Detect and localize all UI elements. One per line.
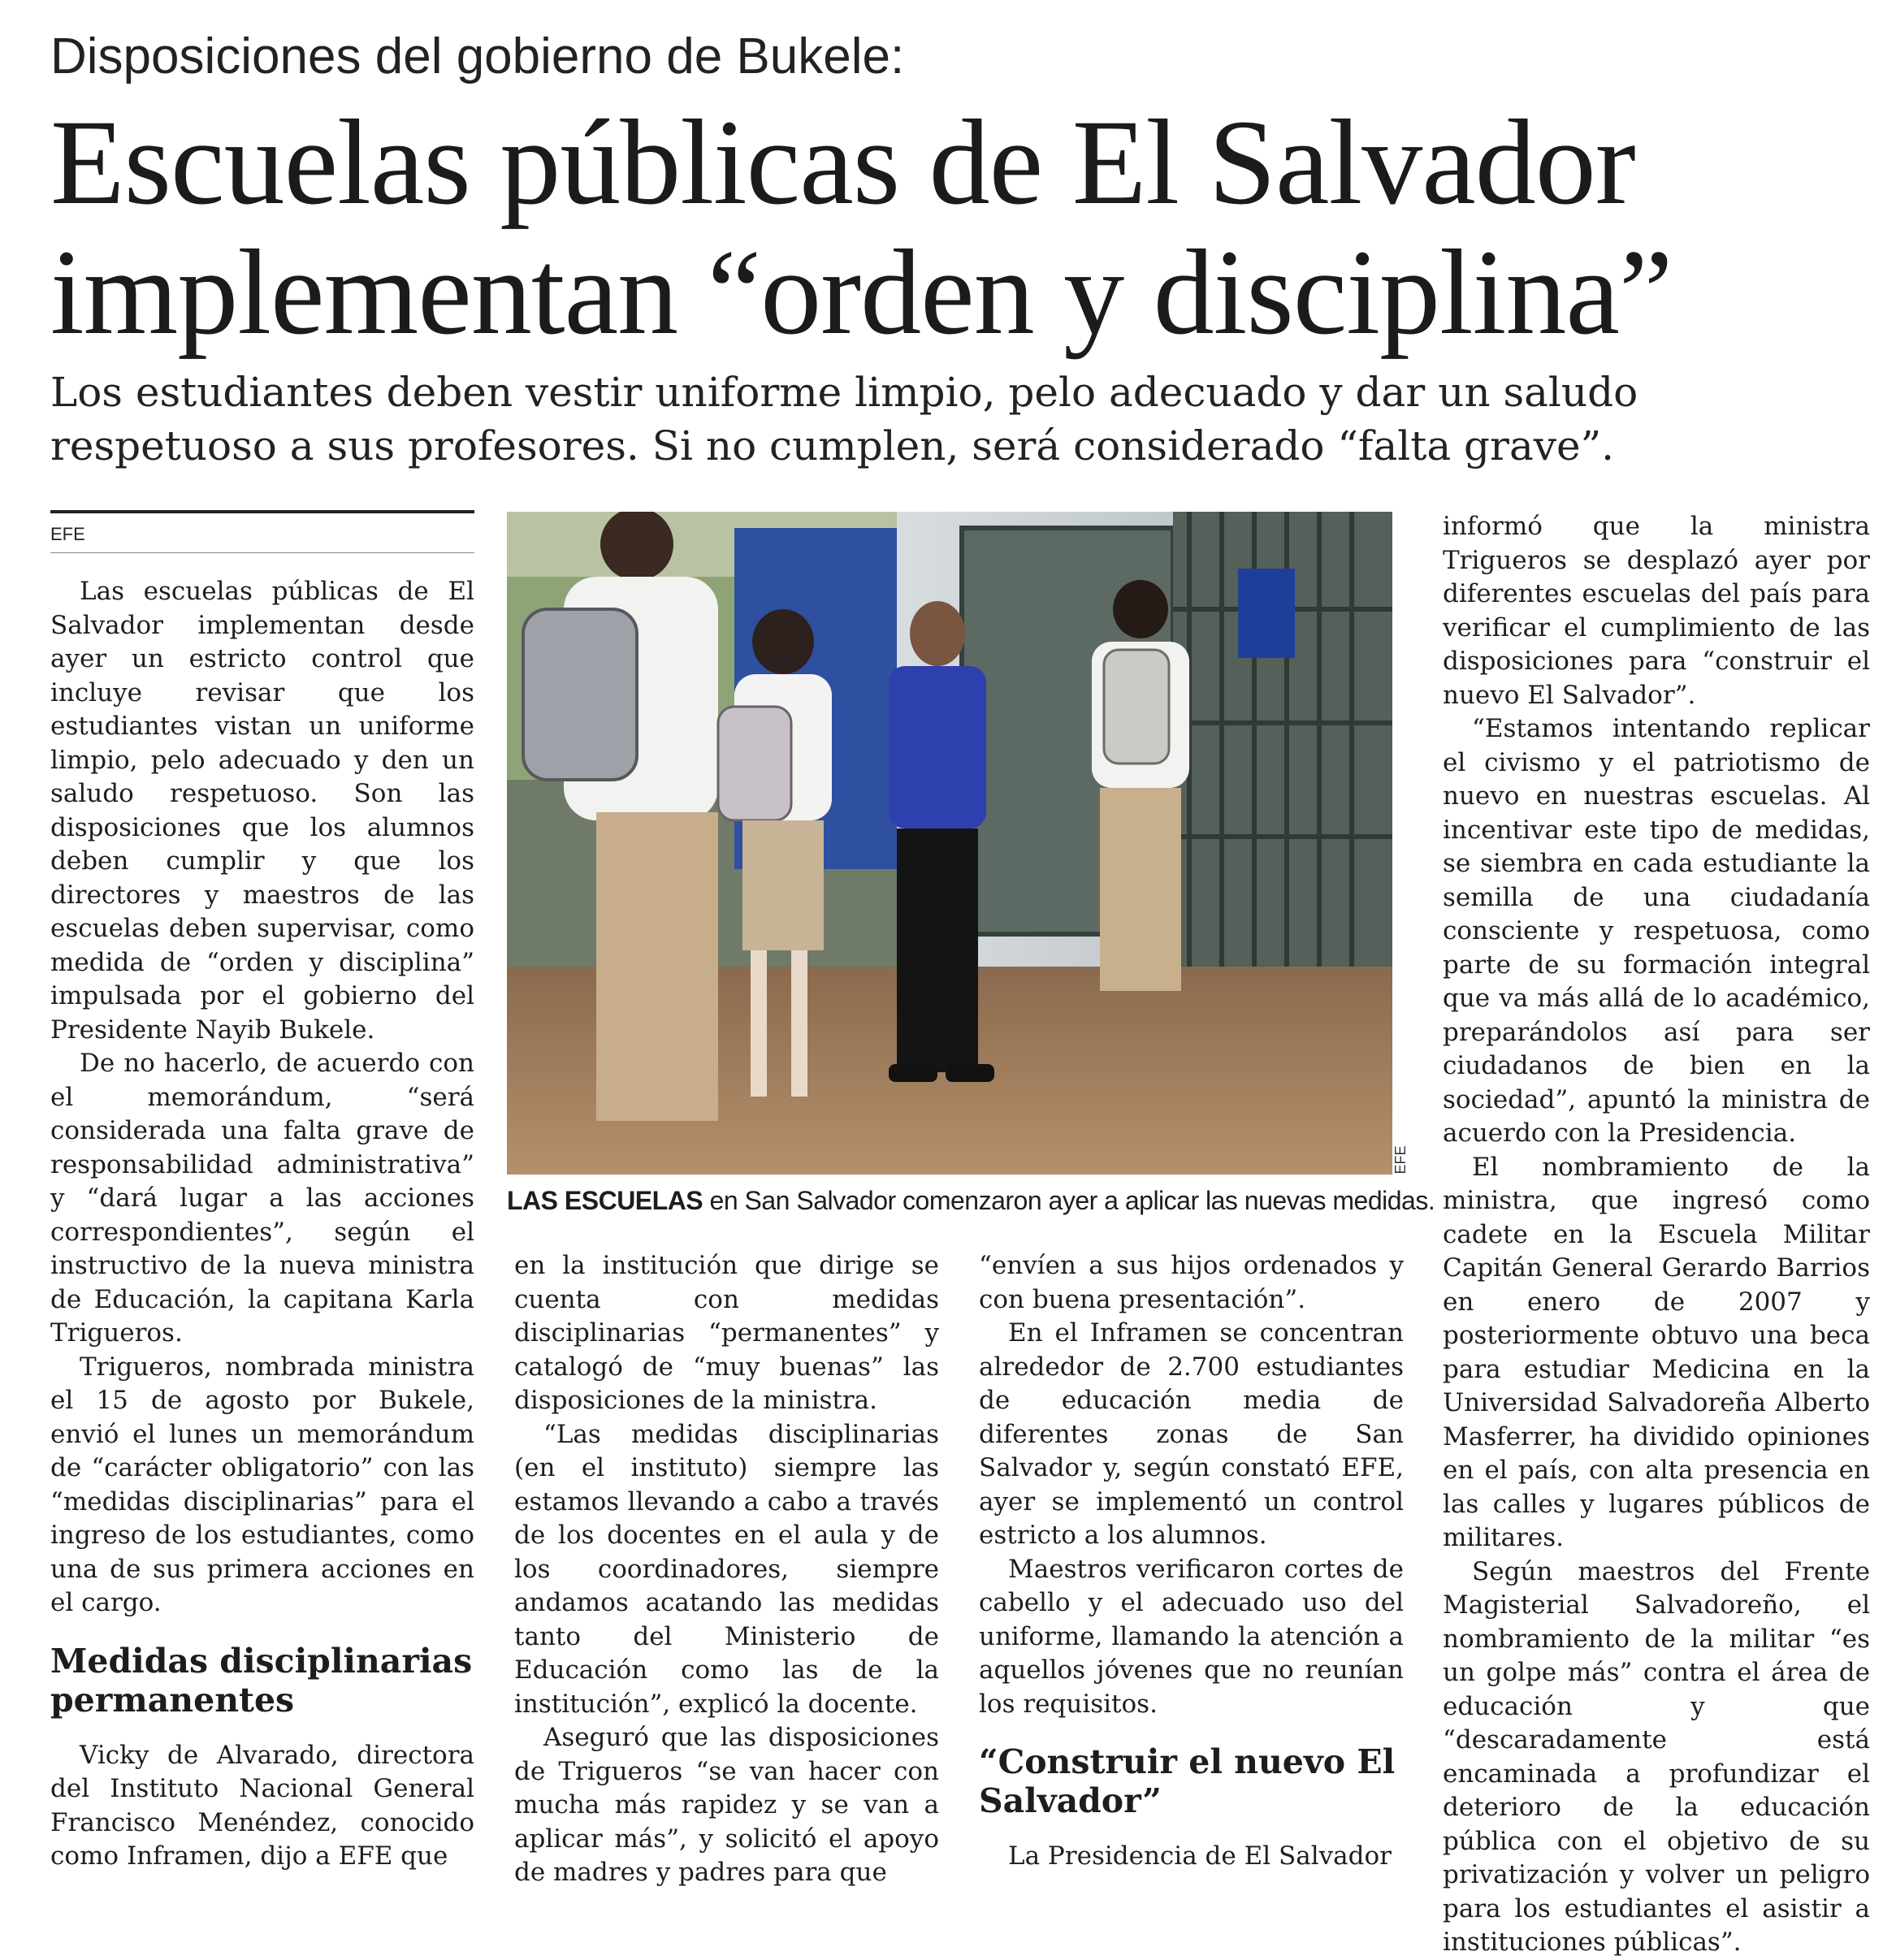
paragraph: Trigueros, nombrada ministra el 15 de agosto por Bukele, envió el lunes un memorándum de “carácter obligatorio” con las “medidas disciplinarias” para el ingreso de los estudiantes, como una de sus primera acciones en el cargo. (50, 1352, 474, 1617)
headline (50, 95, 1854, 360)
paragraph: en la institución que dirige se cuenta con medidas disciplinarias “permanentes” y catalogó de “muy buenas” las disposiciones de la ministra. (514, 1251, 939, 1415)
photo-caption (507, 1184, 1435, 1217)
caption-lead: LAS ESCUELAS (507, 1186, 703, 1215)
paragraph: De no hacerlo, de acuerdo con el memorándum, “será considerada una falta grave de responsabilidad administrativa” y “dará lugar a las acciones correspondientes”, según el instructivo de la nueva ministra de Educación, la capitana Karla Trigueros. (50, 1049, 474, 1348)
deck-line-1: Los estudiantes deben vestir uniforme limpio, pelo adecuado y dar un saludo (50, 369, 1638, 416)
paragraph: “Las medidas disciplinarias (en el instituto) siempre las estamos llevando a cabo a través de los docentes en el aula y de los coordinadores, siempre andamos acatando las medidas tanto del Ministerio de Educación como las de la institución”, explicó la docente. (514, 1419, 939, 1719)
paragraph: “envíen a sus hijos ordenados y con buena presentación”. (979, 1251, 1404, 1314)
paragraph: Las escuelas públicas de El Salvador implementan desde ayer un estricto control que incluye revisar que los estudiantes vistan un uniforme limpio, pelo adecuado y den un saludo respetuoso. Son las disposiciones que los alumnos deben cumplir y que los directores y maestros de las escuelas deben supervisar, como medida de “orden y disciplina” impulsada por el gobierno del Presidente Nayib Bukele. (50, 577, 474, 1045)
paragraph: El nombramiento de la ministra, que ingresó como cadete en la Escuela Militar Capitán General Gerardo Barrios en enero de 2007 y posteriormente obtuvo una beca para estudiar Medicina en la Universidad Salvadoreña Alberto Masferrer, ha dividido opiniones en el país, con alta presencia en las calles y lugares públicos de militares. (1443, 1152, 1870, 1552)
headline-line-2: implementan “orden y disciplina” (50, 225, 1673, 360)
kicker: Disposiciones del gobierno de Bukele: (50, 28, 905, 84)
article-column-1 (50, 575, 474, 1874)
paragraph: La Presidencia de El Salvador (1008, 1841, 1392, 1871)
paragraph: Vicky de Alvarado, directora del Instituto Nacional General Francisco Menéndez, conocido como Inframen, dijo a EFE que (50, 1740, 474, 1871)
deck (50, 366, 1838, 473)
photo-credit: EFE (1392, 1145, 1409, 1175)
paragraph: Maestros verificaron cortes de cabello y el adecuado uso del uniforme, llamando la atención a aquellos jóvenes que no reunían los requisitos. (979, 1554, 1404, 1719)
news-photo (507, 512, 1392, 1175)
article-column-2 (514, 1249, 939, 1890)
subheading: Medidas disciplinarias permanentes (50, 1641, 473, 1720)
paragraph: informó que la ministra Trigueros se desplazó ayer por diferentes escuelas del país para verificar el cumplimiento de las disposiciones para “construir el nuevo El Salvador”. (1443, 512, 1870, 710)
deck-line-2: respetuoso a sus profesores. Si no cumplen, será considerado “falta grave”. (50, 422, 1615, 469)
paragraph: En el Inframen se concentran alrededor de 2.700 estudiantes de educación media de diferentes zonas de San Salvador y, según constató EFE, ayer se implementó un control estricto a los alumnos. (979, 1318, 1404, 1550)
school-entrance-photo (507, 512, 1392, 1175)
article-column-4 (1443, 510, 1870, 1960)
paragraph: “Estamos intentando replicar el civismo y el patriotismo de nuevo en nuestras escuelas. Al incentivar este tipo de medidas, se siembra en cada estudiante la semilla de una ciudadanía consciente y respetuosa, como parte de su formación integral que va más allá de lo académico, preparándolos así para ser ciudadanos de bien en la sociedad”, apuntó la ministra de acuerdo con la Presidencia. (1443, 714, 1870, 1148)
paragraph: Aseguró que las disposiciones de Trigueros “se van hacer con mucha más rapidez y se van a aplicar más”, y solicitó el apoyo de madres y padres para que (514, 1723, 939, 1887)
paragraph: Según maestros del Frente Magisterial Salvadoreño, el nombramiento de la militar “es un golpe más” contra el área de educación y que “descaradamente está encaminada a profundizar el deterioro de la educación pública con el objetivo de su privatización y volver un peligro para los estudiantes el asistir a instituciones públicas”. (1443, 1556, 1870, 1957)
article-column-3 (979, 1249, 1404, 1874)
caption-text: en San Salvador comenzaron ayer a aplicar las nuevas medidas. (703, 1186, 1435, 1215)
byline: EFE (50, 524, 85, 544)
subheading: “Construir el nuevo El Salvador” (979, 1742, 1396, 1820)
byline-bottom-rule (50, 552, 474, 553)
byline-top-rule (50, 510, 474, 513)
headline-line-1: Escuelas públicas de El Salvador (50, 95, 1635, 230)
